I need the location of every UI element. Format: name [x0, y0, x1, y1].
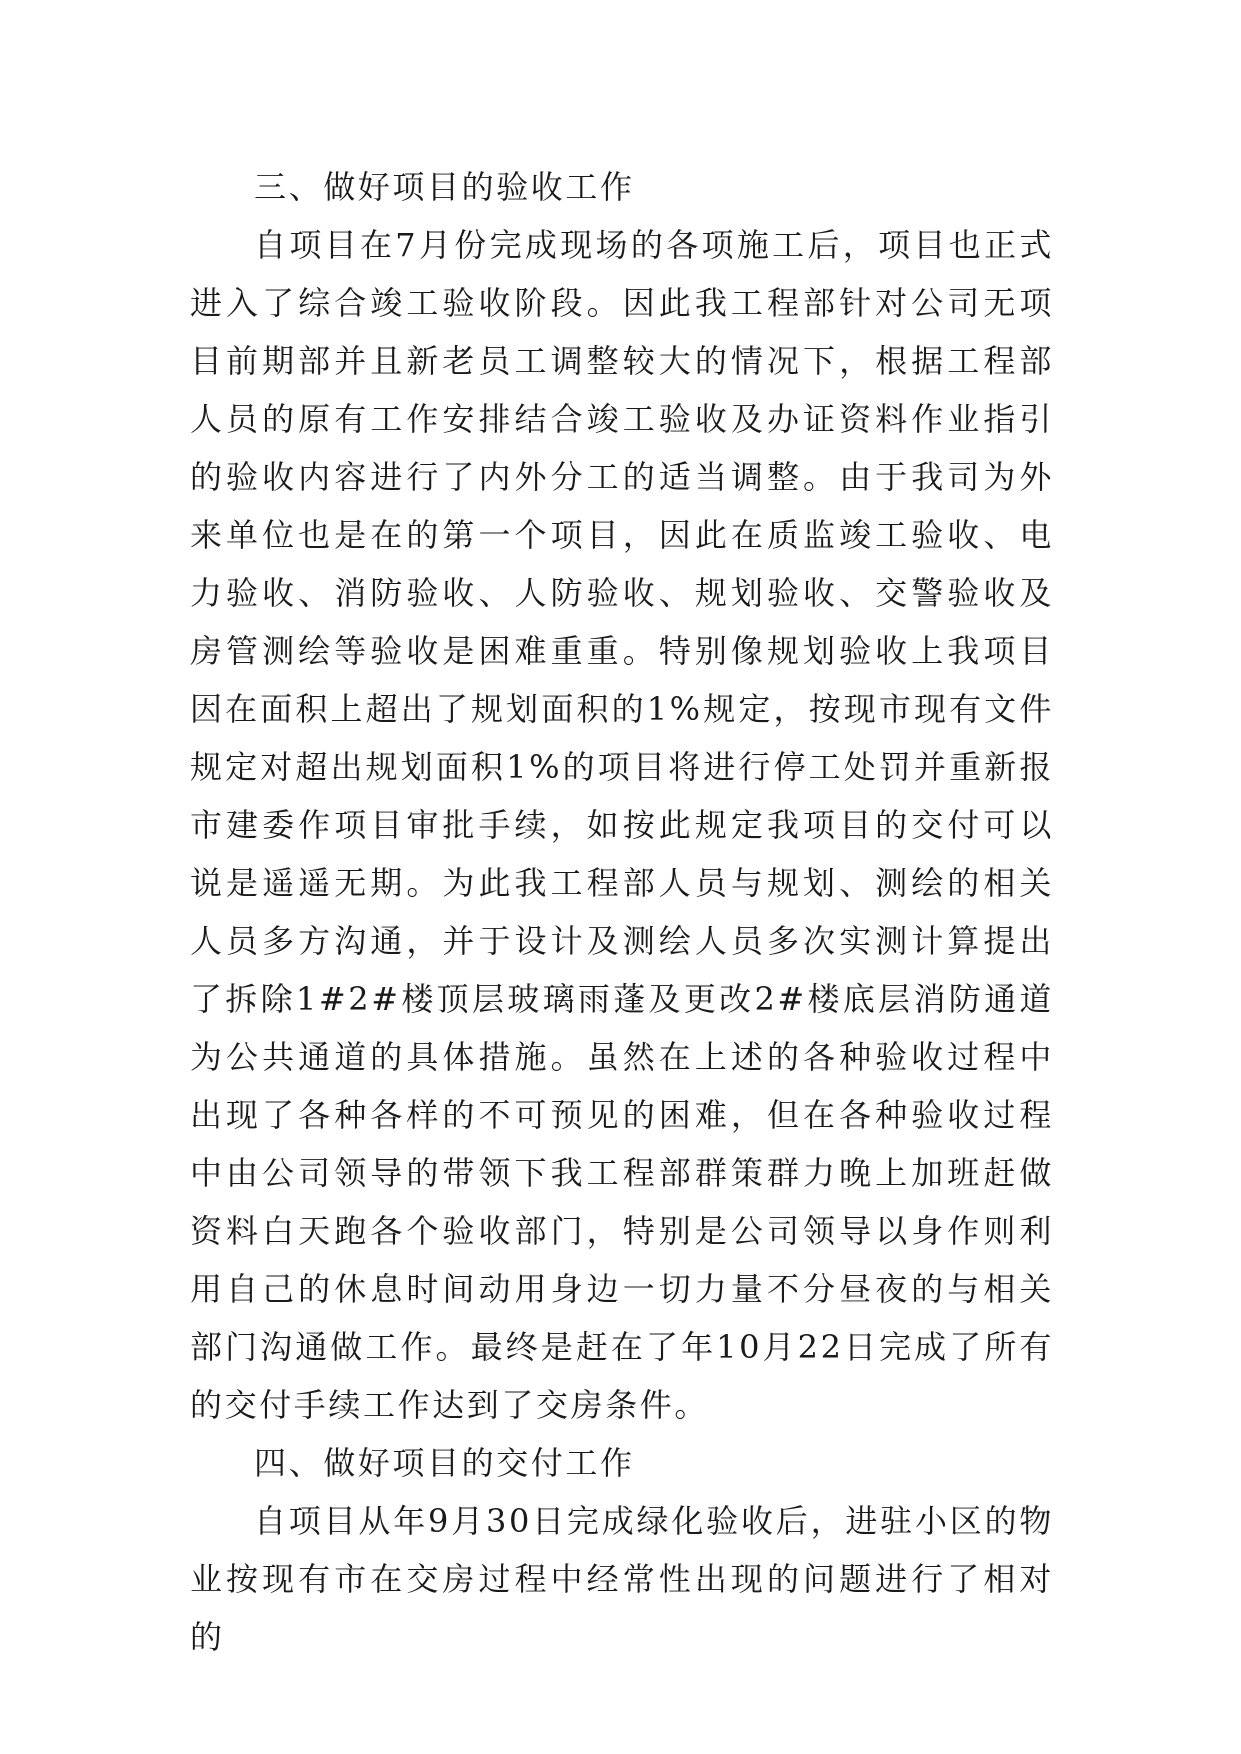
section-paragraph-acceptance: 自项目在7月份完成现场的各项施工后，项目也正式进入了综合竣工验收阶段。因此我工程部针对公司无项目前期部并且新老员工调整较大的情况下，根据工程部人员的原有工作安排结合竣工验收及办证资料作业指引的验收内容进行了内外分工的适当调整。由于我司为外来单位也是在的第一个项目，因此在质监竣工验收、电力验收、消防验收、人防验收、规划验收、交警验收及房管测绘等验收是困难重重。特别像规划验收上我项目因在面积上超出了规划面积的1%规定，按现市现有文件规定对超出规划面积1%的项目将进行停工处罚并重新报市建委作项目审批手续，如按此规定我项目的交付可以说是遥遥无期。为此我工程部人员与规划、测绘的相关人员多方沟通，并于设计及测绘人员多次实测计算提出了拆除1#2#楼顶层玻璃雨蓬及更改2#楼底层消防通道为公共通道的具体措施。虽然在上述的各种验收过程中出现了各种各样的不可预见的困难，但在各种验收过程中由公司领导的带领下我工程部群策群力晚上加班赶做资料白天跑各个验收部门，特别是公司领导以身作则利用自己的休息时间动用身边一切力量不分昼夜的与相关部门沟通做工作。最终是赶在了年10月22日完成了所有的交付手续工作达到了交房条件。 [190, 226, 1054, 1424]
document-body [190, 158, 1054, 1666]
section-heading-delivery: 四、做好项目的交付工作 [254, 1444, 635, 1482]
section-heading-acceptance: 三、做好项目的验收工作 [254, 168, 635, 206]
section-paragraph-delivery: 自项目从年9月30日完成绿化验收后，进驻小区的物业按现有市在交房过程中经常性出现的问题进行了相对的 [190, 1502, 1054, 1656]
